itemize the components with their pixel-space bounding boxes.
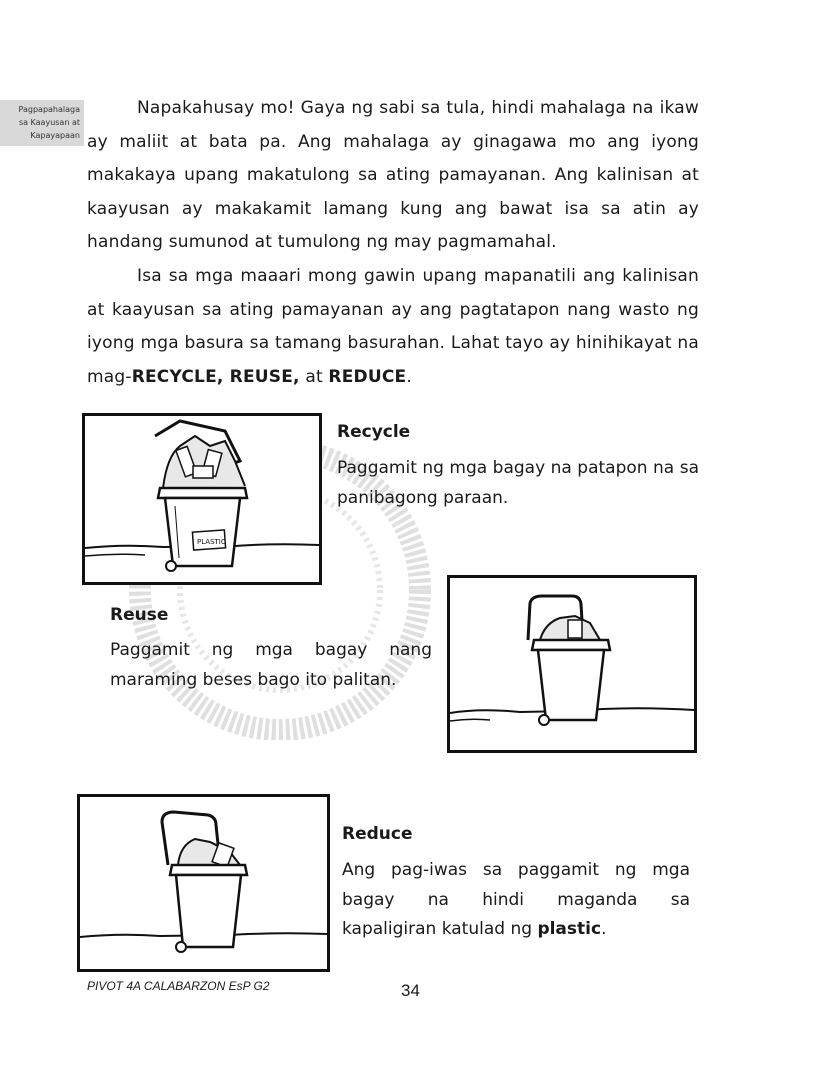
recycle-heading: Recycle: [337, 422, 411, 442]
intro-paragraph-text: Napakahusay mo! Gaya ng sabi sa tula, hindi mahalaga na ikaw ay maliit at bata pa. Ang mahalaga ay ginagawa mo ang iyong makakaya upang makatulong sa ating pamayanan. Ang kalinisan at kaayusan ay makakamit lamang kung ang bawat isa sa atin ay handang sumunod at tumulong ng may pagmamahal.: [87, 98, 699, 252]
section-tab-line: Kapayapaan: [30, 131, 80, 140]
reduce-description-period: .: [601, 919, 607, 939]
reuse-description: Paggamit ng mga bagay nang maraming beses bago ito palitan.: [110, 640, 432, 690]
reduce-description: [342, 856, 690, 945]
reduce-description-line: Ang pag-iwas sa paggamit ng mga: [342, 860, 690, 880]
reduce-description-line: bagay na hindi maganda sa: [342, 889, 690, 910]
intro-paragraph: [87, 92, 699, 260]
reuse-bin-image: [450, 578, 694, 750]
keyword-recycle-reuse: RECYCLE, REUSE,: [131, 366, 300, 387]
reuse-heading: Reuse: [110, 605, 169, 625]
instruction-text: Isa sa mga maaari mong gawin upang mapanatili ang kalinisan at kaayusan sa ating pamayanan ay ang pagtatapon nang wasto ng iyong mga basura sa tamang basurahan. Lahat tayo ay hinihikayat na mag-: [87, 266, 699, 387]
bin-label: PLASTIC: [197, 538, 226, 546]
keyword-plastic: plastic: [537, 919, 602, 939]
reuse-illustration: [447, 575, 697, 753]
recycle-illustration: [82, 413, 322, 585]
section-tab: [0, 100, 84, 146]
page-number: 34: [401, 981, 420, 1000]
reduce-heading: Reduce: [342, 824, 413, 844]
reduce-bin-image: [80, 797, 327, 969]
section-tab-line: sa Kaayusan at: [18, 118, 80, 127]
recycle-bin-image: [85, 416, 319, 582]
instruction-paragraph: [87, 260, 699, 394]
reduce-description-line: kapaligiran katulad ng: [342, 919, 538, 939]
reduce-illustration: [77, 794, 330, 972]
footer-module-label: PIVOT 4A CALABARZON EsP G2: [87, 979, 270, 993]
instruction-period: .: [406, 366, 412, 387]
keyword-reduce: REDUCE: [328, 366, 407, 387]
recycle-description: Paggamit ng mga bagay na patapon na sa panibagong paraan.: [337, 458, 699, 508]
section-tab-line: Pagpapahalaga: [18, 105, 80, 114]
instruction-conjunction: at: [299, 366, 329, 387]
